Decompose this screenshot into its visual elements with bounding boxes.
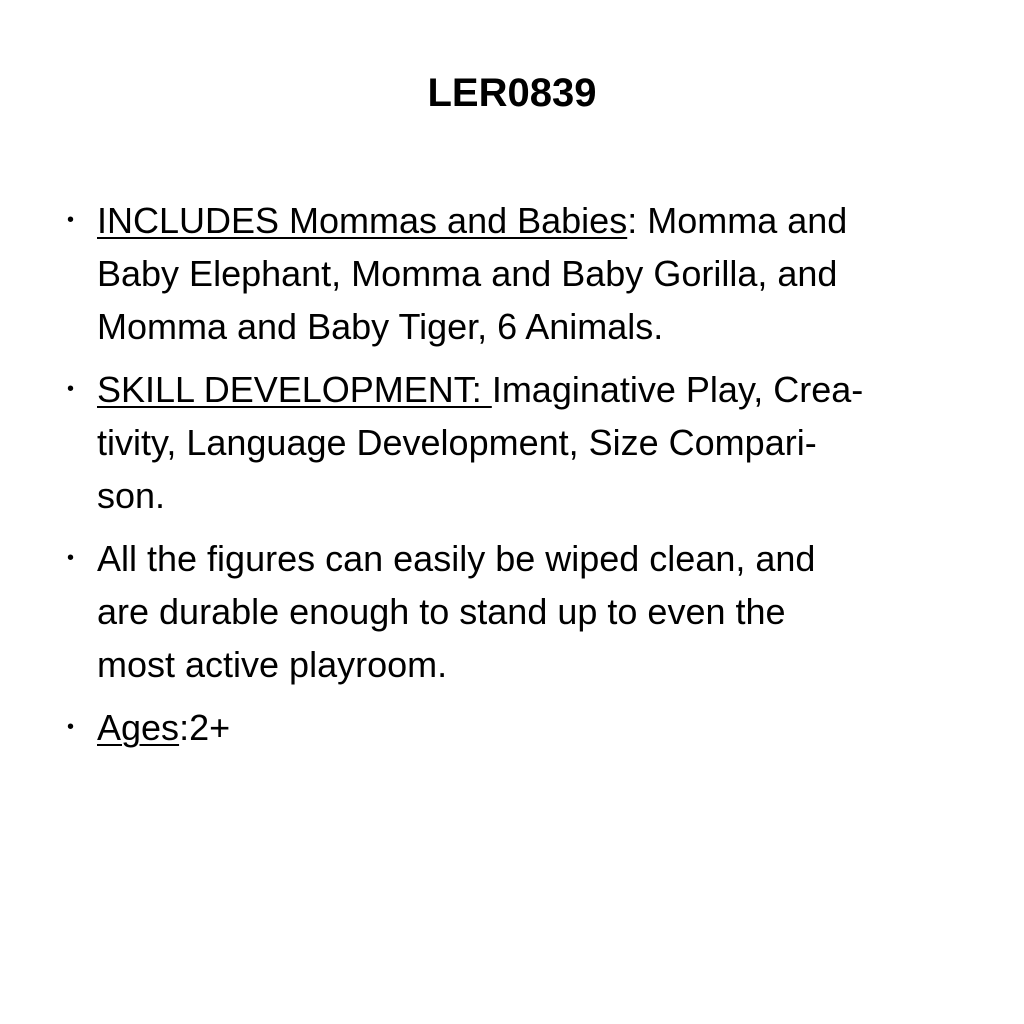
item-text: All the figures can easily be wiped clean, and [97, 538, 816, 579]
item-line: most active playroom. [97, 644, 448, 685]
item-line: Momma and Baby Tiger, 6 Animals. [97, 306, 664, 347]
page-title: LER0839 [427, 71, 597, 115]
item-heading: INCLUDES Mommas and Babies [97, 200, 628, 241]
item-line [97, 363, 1024, 416]
feature-list [0, 194, 1024, 764]
item-line: tivity, Language Development, Size Compari- [97, 422, 817, 463]
bullet-icon: • [67, 209, 75, 231]
item-text: :2+ [179, 707, 231, 748]
item-line: Baby Elephant, Momma and Baby Gorilla, and [97, 253, 838, 294]
bullet-icon: • [67, 716, 75, 738]
item-heading: Ages [97, 707, 180, 748]
list-item [0, 363, 1024, 522]
item-line: are durable enough to stand up to even the [97, 591, 786, 632]
item-line [97, 194, 1024, 247]
item-heading: SKILL DEVELOPMENT: [97, 369, 492, 410]
list-item [0, 701, 1024, 754]
list-item [0, 194, 1024, 353]
list-item [0, 532, 1024, 691]
item-line [97, 701, 1024, 754]
item-line [97, 532, 1024, 585]
bullet-icon: • [67, 547, 75, 569]
item-line: son. [97, 475, 166, 516]
item-text: Imaginative Play, Crea- [491, 369, 864, 410]
bullet-icon: • [67, 378, 75, 400]
item-text: : Momma and [627, 200, 848, 241]
